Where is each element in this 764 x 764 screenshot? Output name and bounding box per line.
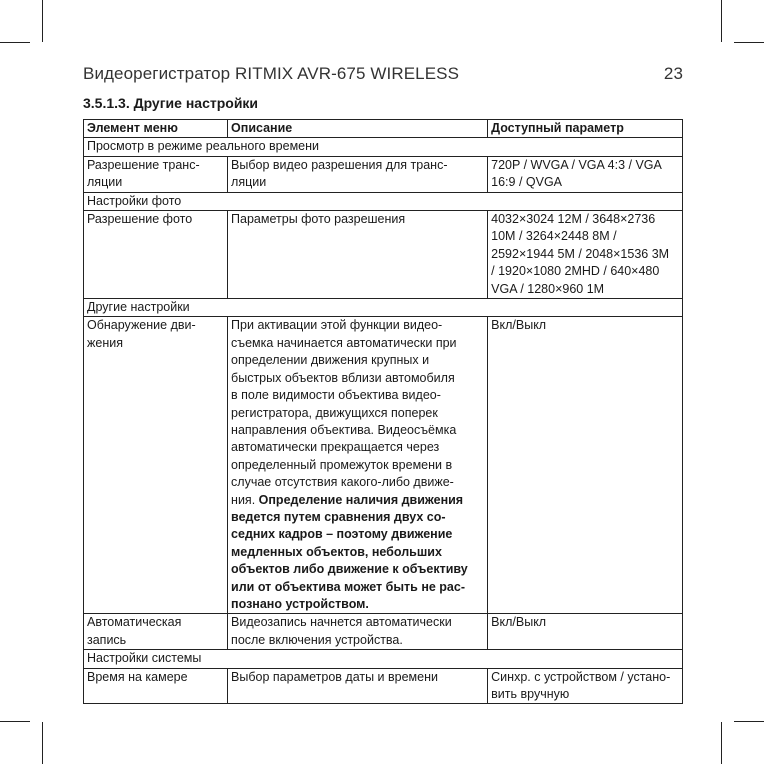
column-header-item: Элемент меню — [84, 120, 228, 138]
description-cell: Видеозапись начнется автоматически после включения устройства. — [228, 614, 488, 650]
crop-mark — [0, 42, 30, 43]
description-cell: Выбор параметров даты и времени — [228, 668, 488, 704]
menu-item-cell: Обнаружение дви- жения — [84, 317, 228, 614]
parameter-cell: 4032×3024 12M / 3648×2736 10M / 3264×2448 8M / 2592×1944 5M / 2048×1536 3M / 1920×1080 2MHD / 640×480 VGA / 1280×960 1M — [488, 211, 683, 299]
section-title-cell: Настройки системы — [84, 650, 683, 668]
crop-mark — [721, 0, 722, 42]
header-title: Видеорегистратор RITMIX AVR-675 WIRELESS — [83, 64, 460, 83]
crop-mark — [0, 721, 30, 722]
description-cell: Параметры фото разрешения — [228, 211, 488, 299]
section-row — [84, 192, 683, 210]
section-title-cell: Другие настройки — [84, 299, 683, 317]
description-emphasis: Определение наличия движения ведется путем сравнения двух со- седних кадров – поэтому движение медленных объектов, небольших объектов либо движение к объективу или от объектива может быть не рас- познано устройством. — [231, 492, 468, 611]
crop-mark — [42, 0, 43, 42]
parameter-cell: Вкл/Выкл — [488, 614, 683, 650]
crop-mark — [721, 722, 722, 764]
table-row — [84, 317, 683, 614]
crop-mark — [734, 42, 764, 43]
menu-item-cell: Автоматическая запись — [84, 614, 228, 650]
crop-mark — [42, 722, 43, 764]
column-header-parameter: Доступный параметр — [488, 120, 683, 138]
section-title-cell: Настройки фото — [84, 192, 683, 210]
column-header-description: Описание — [228, 120, 488, 138]
section-title-cell: Просмотр в режиме реального времени — [84, 138, 683, 156]
menu-item-cell: Разрешение фото — [84, 211, 228, 299]
description-cell: При активации этой функции видео- съемка начинается автоматически при определении движения крупных и быстрых объектов вблизи автомобиля в поле видимости объектива видео- регистратора, движущихся поперек направления объектива. Видеосъёмка автоматически прекращается через определенный промежуток времени в случае отсутствия какого-либо движе- ния. Определение наличия движения ведется путем сравнения двух со- седних кадров – поэтому движение медленных объектов, небольших объектов либо движение к объективу или от объектива может быть не рас- познано устройством. — [228, 317, 488, 614]
menu-item-cell: Время на камере — [84, 668, 228, 704]
table-row — [84, 156, 683, 192]
settings-table — [83, 119, 683, 704]
section-row — [84, 138, 683, 156]
table-header-row — [84, 120, 683, 138]
crop-mark — [734, 721, 764, 722]
page-number: 23 — [663, 64, 683, 83]
parameter-cell: Вкл/Выкл — [488, 317, 683, 614]
table-row — [84, 614, 683, 650]
section-row — [84, 299, 683, 317]
table-row — [84, 668, 683, 704]
table-body — [84, 138, 683, 704]
parameter-cell: Синхр. с устройством / устано- вить вручную — [488, 668, 683, 704]
section-title: 3.5.1.3. Другие настройки — [83, 95, 259, 111]
parameter-cell: 720P / WVGA / VGA 4:3 / VGA 16:9 / QVGA — [488, 156, 683, 192]
table-row — [84, 211, 683, 299]
menu-item-cell: Разрешение транс- ляции — [84, 156, 228, 192]
section-row — [84, 650, 683, 668]
description-cell: Выбор видео разрешения для транс- ляции — [228, 156, 488, 192]
